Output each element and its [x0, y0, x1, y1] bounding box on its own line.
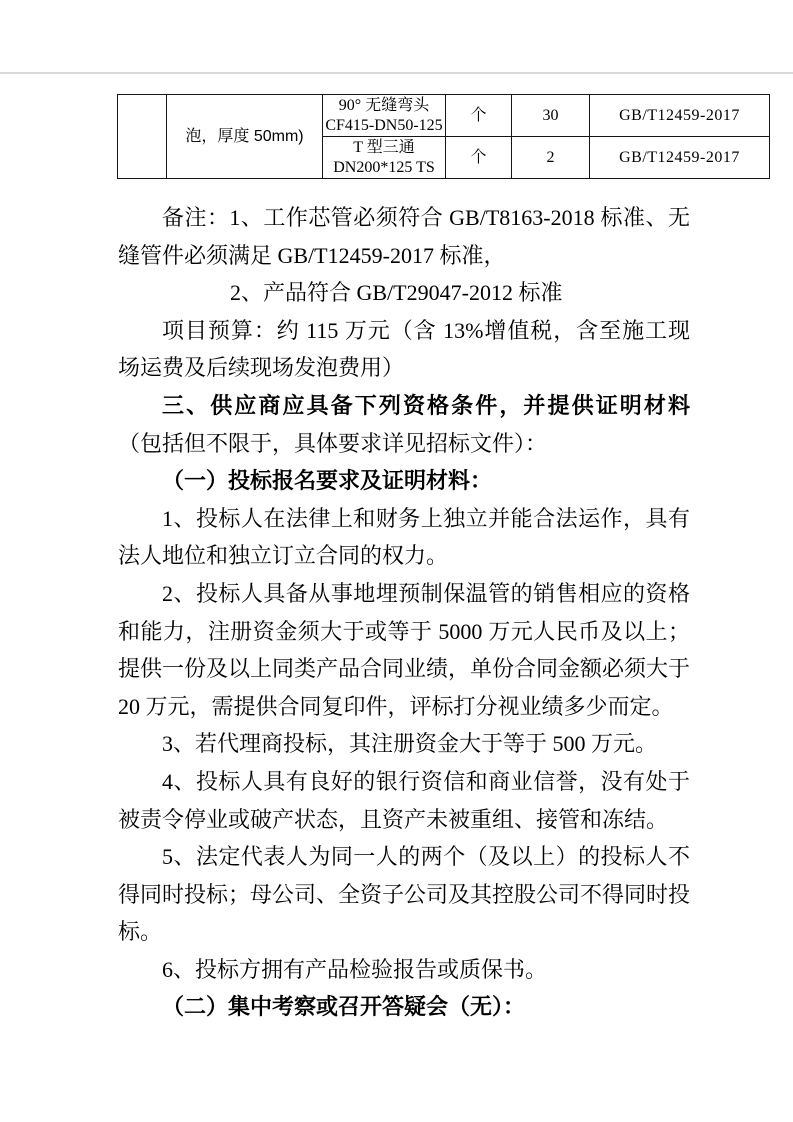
section-3-note: （包括但不限于，具体要求详见招标文件）：: [118, 430, 548, 456]
subsection-2-heading: （二）集中考察或召开答疑会（无）：: [162, 994, 526, 1020]
unit-cell: 个: [446, 137, 512, 179]
item-name-line1: 90° 无缝弯头: [338, 96, 430, 114]
table-row: [118, 95, 770, 137]
group-description-cell: [167, 95, 323, 179]
item-name-cell: [323, 95, 446, 137]
section-3-title: 三、供应商应具备下列资格条件，并提供证明材料: [162, 392, 690, 418]
spec-table: [117, 94, 770, 179]
item-name-cell: [323, 137, 446, 179]
item-name-line2: CF415-DN50-125: [325, 116, 443, 134]
quantity-cell: 30: [512, 95, 590, 137]
qualification-item-1: 1、投标人在法律上和财务上独立并能合法运作，具有法人地位和独立订立合同的权力。: [118, 505, 690, 569]
note-paragraph-2: 2、产品符合 GB/T29047-2012 标准: [230, 280, 563, 306]
section-3-heading-paragraph: [118, 387, 690, 462]
subsection-1-heading: （一）投标报名要求及证明材料：: [162, 468, 493, 494]
standard-cell: GB/T12459-2017: [590, 137, 770, 179]
qualification-item-2: 2、投标人具备从事地埋预制保温管的销售相应的资格和能力，注册资金须大于或等于 5000 万元人民币及以上；提供一份及以上同类产品合同业绩，单份合同金额必须大于 20 万元，需提供合同复印件，评标打分视业绩多少而定。: [118, 580, 691, 719]
standard-cell: GB/T12459-2017: [590, 95, 770, 137]
item-name-line1: T 型三通: [353, 138, 415, 156]
budget-paragraph: 项目预算：约 115 万元（含 13%增值税，含至施工现场运费及后续现场发泡费用）: [118, 317, 690, 381]
qualification-item-3: 3、若代理商投标，其注册资金大于等于 500 万元。: [162, 731, 658, 757]
item-name-line2: DN200*125 TS: [333, 158, 435, 176]
qualification-item-5: 5、法定代表人为同一人的两个（及以上）的投标人不得同时投标；母公司、全资子公司及其控股公司不得同时投标。: [118, 844, 691, 945]
qualification-item-4: 4、投标人具有良好的银行资信和商业信誉，没有处于被责令停业或破产状态，且资产未被重组、接管和冻结。: [118, 768, 690, 832]
unit-cell: 个: [446, 95, 512, 137]
qualification-item-6: 6、投标方拥有产品检验报告或质保书。: [162, 956, 548, 982]
scan-artifact-line: [0, 72, 793, 74]
quantity-cell: 2: [512, 137, 590, 179]
group-description-text: 泡，厚度 50mm): [185, 127, 304, 145]
note-paragraph: 备注：1、工作芯管必须符合 GB/T8163-2018 标准、无缝管件必须满足 GB/T12459-2017 标准，: [118, 205, 690, 268]
row-number-cell: [118, 95, 167, 179]
document-body: [118, 199, 690, 1026]
